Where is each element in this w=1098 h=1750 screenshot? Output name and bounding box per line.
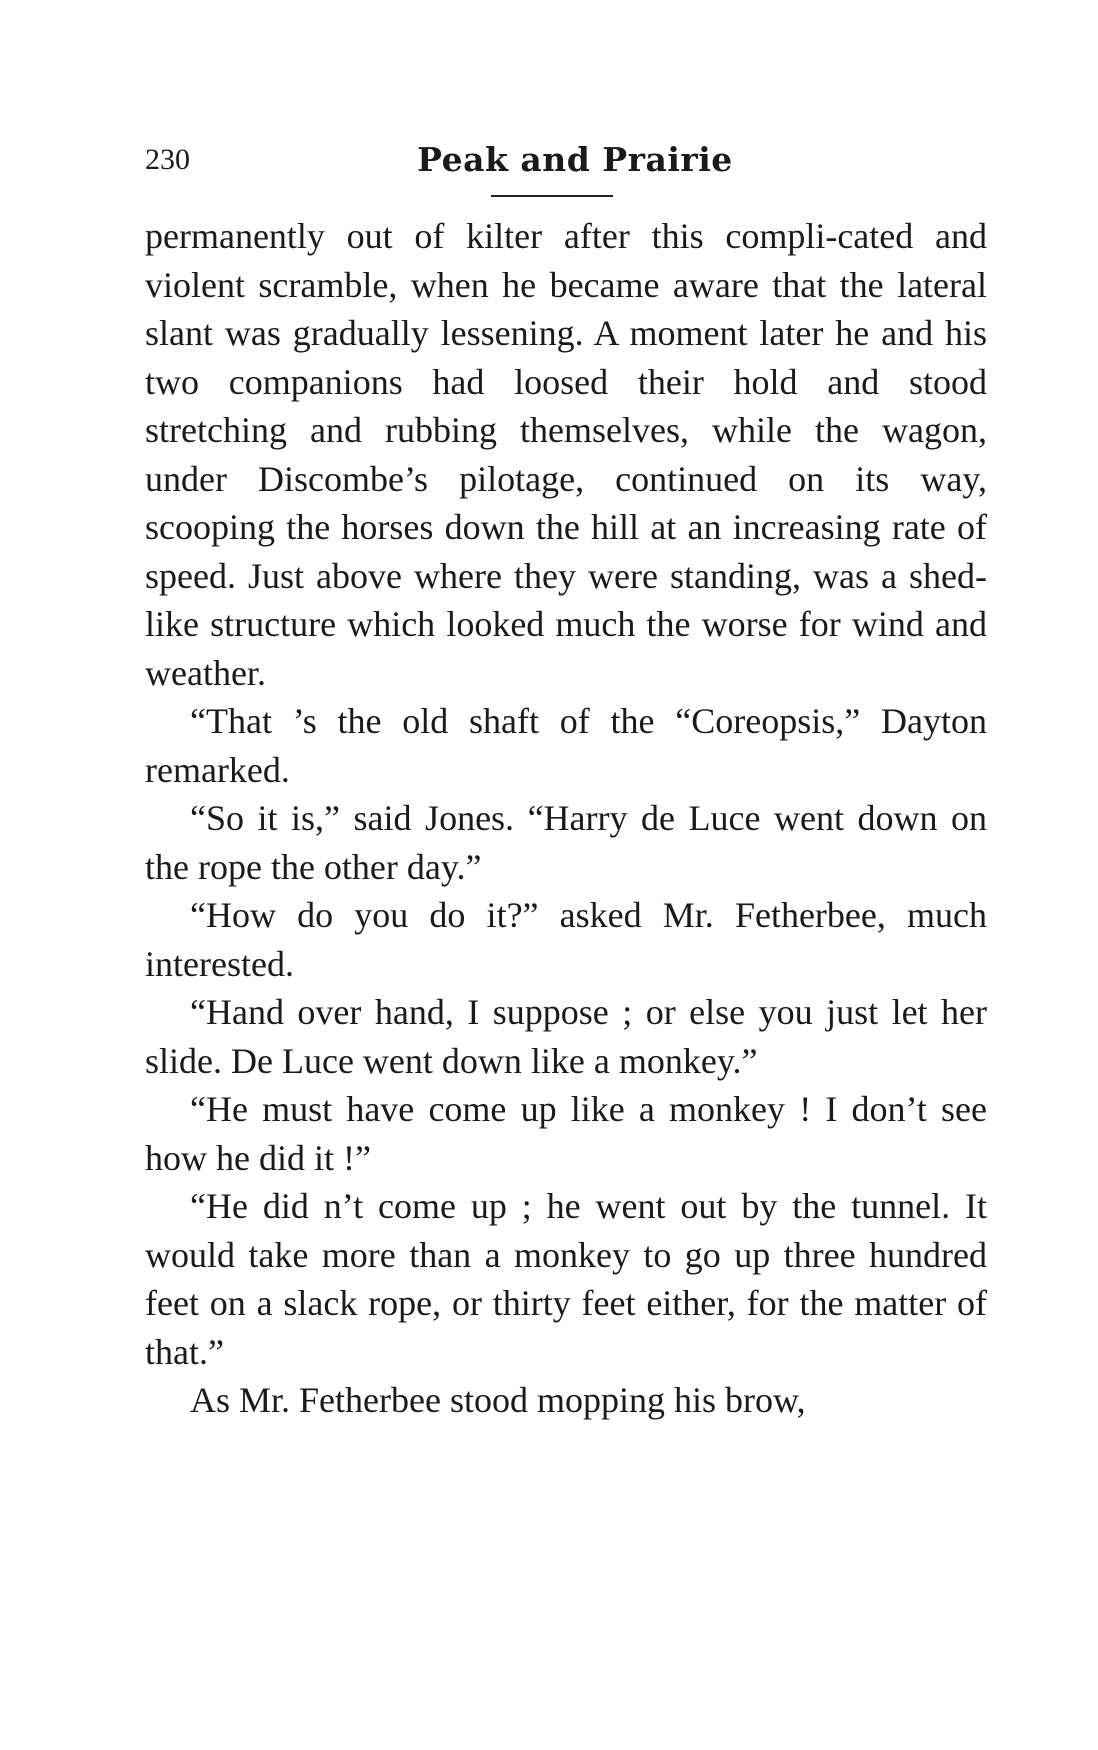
body-text xyxy=(145,212,987,1425)
title-rule xyxy=(491,195,613,197)
paragraph-3: “So it is,” said Jones. “Harry de Luce went down on the rope the other day.” xyxy=(145,798,987,887)
page-header xyxy=(145,140,985,200)
paragraph-7: “He did n’t come up ; he went out by the tunnel. It would take more than a monkey to go up three hundred feet on a slack rope, or thirty feet either, for the matter of that.” xyxy=(145,1186,987,1372)
paragraph-5: “Hand over hand, I suppose ; or else you just let her slide. De Luce went down like a monkey.” xyxy=(145,992,987,1081)
paragraph-1: permanently out of kilter after this compli-cated and violent scramble, when he became aware that the lateral slant was gradually lessening. A moment later he and his two companions had loosed their hold and stood stretching and rubbing themselves, while the wagon, under Discombe’s pilotage, continued on its way, scooping the horses down the hill at an increasing rate of speed. Just above where they were standing, was a shed-like structure which looked much the worse for wind and weather. xyxy=(145,216,987,693)
paragraph-6: “He must have come up like a monkey ! I don’t see how he did it !” xyxy=(145,1089,987,1178)
paragraph-8: As Mr. Fetherbee stood mopping his brow, xyxy=(190,1380,806,1420)
running-title: Peak and Prairie xyxy=(417,140,733,179)
paragraph-4: “How do you do it?” asked Mr. Fetherbee, much interested. xyxy=(145,895,987,984)
page-number: 230 xyxy=(145,143,190,176)
paragraph-2: “That ’s the old shaft of the “Coreopsis,” Dayton remarked. xyxy=(145,701,987,790)
